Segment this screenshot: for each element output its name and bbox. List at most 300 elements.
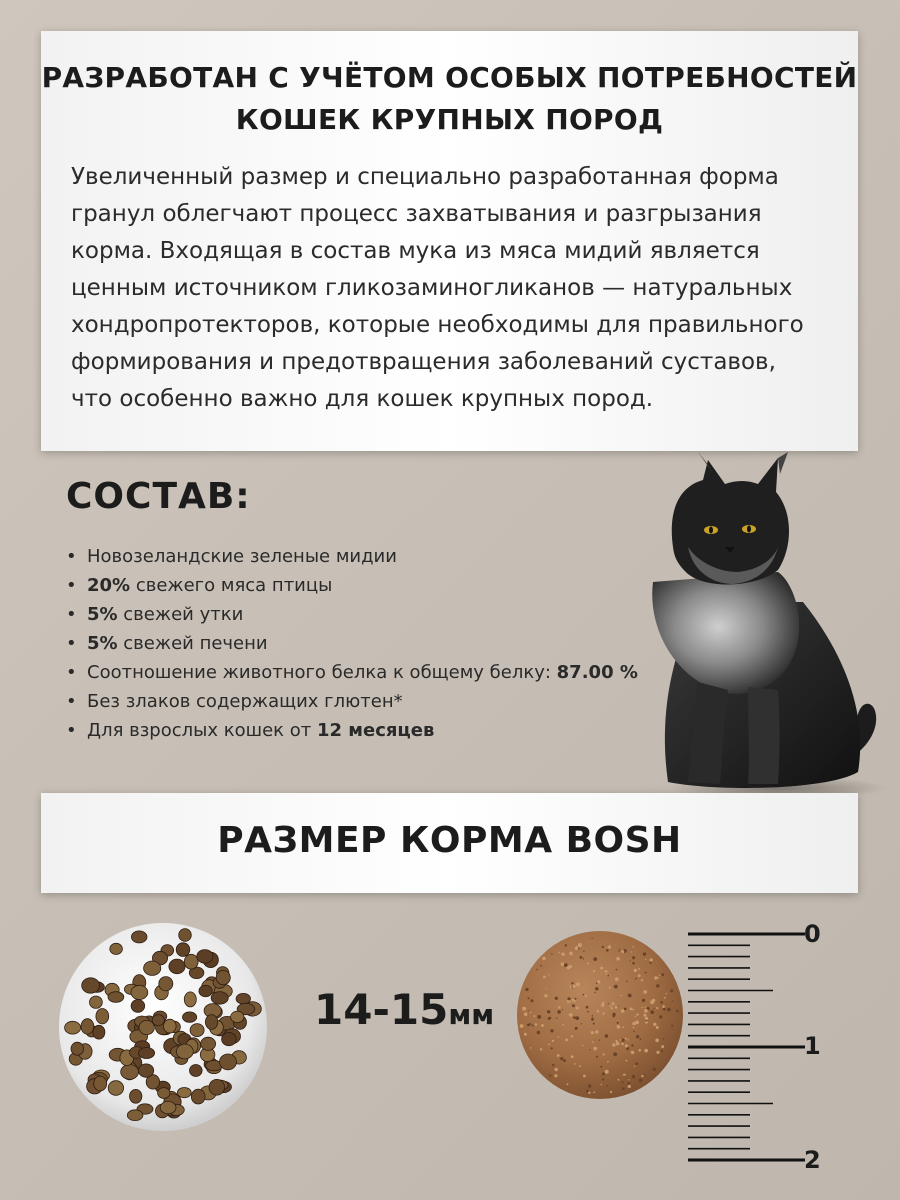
kibble-piece <box>71 1042 84 1055</box>
kibble-speck <box>549 1017 551 1019</box>
kibble-speck <box>565 944 567 946</box>
kibble-piece <box>209 1079 225 1095</box>
kibble-speck <box>655 1039 659 1043</box>
intro-title <box>41 57 858 141</box>
kibble-speck <box>592 1015 594 1017</box>
ruler-label-1: 1 <box>804 1032 821 1060</box>
kibble-speck <box>616 1042 620 1046</box>
kibble-speck <box>579 1065 581 1067</box>
kibble-speck <box>551 954 552 955</box>
kibble-speck <box>575 998 577 1000</box>
kibble-speck <box>565 1039 568 1042</box>
kibble-speck <box>659 1015 662 1018</box>
kibble-piece <box>184 954 198 969</box>
kibble-speck <box>587 963 589 965</box>
kibble-speck <box>599 1040 600 1041</box>
kibble-speck <box>593 1047 597 1051</box>
size-card <box>41 793 858 893</box>
kibble-speck <box>636 1013 638 1015</box>
list-item: • 5% свежей утки <box>66 600 638 629</box>
kibble-speck <box>522 1007 526 1011</box>
kibble-speck <box>593 970 595 972</box>
kibble-speck <box>561 962 565 966</box>
kibble-speck <box>650 958 653 961</box>
kibble-speck <box>672 1000 673 1001</box>
kibble-speck <box>643 990 647 994</box>
kibble-speck <box>593 1092 595 1094</box>
kibble-speck <box>633 1009 635 1011</box>
kibble-speck <box>630 960 631 961</box>
kibble-speck <box>612 1013 615 1016</box>
kibble-speck <box>615 1006 618 1009</box>
kibble-speck <box>593 957 597 961</box>
kibble-speck <box>621 950 624 953</box>
kibble-piece <box>82 978 100 993</box>
kibble-piece <box>197 950 213 964</box>
kibble-speck <box>600 967 603 970</box>
kibble-piece <box>222 1033 237 1046</box>
kibble-piece <box>183 1012 197 1022</box>
kibble-speck <box>537 1015 541 1019</box>
kibble-speck <box>597 980 600 983</box>
kibble-speck <box>569 965 572 968</box>
kibble-speck <box>597 1010 600 1013</box>
kibble-piece <box>81 1019 94 1034</box>
kibble-speck <box>659 975 660 976</box>
kibble-speck <box>667 1008 671 1012</box>
cat-image <box>628 452 890 800</box>
kibble-speck <box>585 995 587 997</box>
kibble-speck <box>528 997 530 999</box>
kibble-speck <box>636 1062 639 1065</box>
kibble-speck <box>633 1031 635 1033</box>
kibble-speck <box>652 999 655 1002</box>
kibble-speck <box>621 1009 625 1013</box>
kibble-speck <box>644 1075 646 1077</box>
kibble-speck <box>653 1008 654 1009</box>
kibble-speck <box>571 1035 573 1037</box>
kibble-piece <box>139 1064 154 1077</box>
composition-heading: СОСТАВ: <box>66 476 251 517</box>
kibble-speck <box>567 1083 569 1085</box>
kibble-speck <box>625 1044 628 1047</box>
kibble-speck <box>627 1039 629 1041</box>
intro-title-line: КОШЕК КРУПНЫХ ПОРОД <box>235 103 664 136</box>
kibble-speck <box>548 1044 550 1046</box>
kibble-speck <box>643 1014 646 1017</box>
kibble-speck <box>631 1044 633 1046</box>
ruler-label-2: 2 <box>804 1146 821 1174</box>
kibble-speck <box>631 1051 634 1054</box>
kibble-speck <box>580 956 583 959</box>
kibble-speck <box>661 1050 663 1052</box>
kibble-speck <box>618 951 619 952</box>
kibble-speck <box>627 1082 630 1085</box>
kibble-speck <box>541 1024 544 1027</box>
size-value <box>314 985 494 1034</box>
kibble-speck <box>645 1006 646 1007</box>
kibble-piece <box>110 943 123 954</box>
kibble-speck <box>554 1074 557 1077</box>
kibble-speck <box>555 1068 558 1071</box>
kibble-speck <box>645 972 647 974</box>
kibble-speck <box>540 1048 542 1050</box>
kibble-speck <box>617 1025 621 1029</box>
intro-text-line: гранул облегчают процесс захватывания и разгрызания <box>71 201 762 227</box>
kibble-speck <box>643 952 646 955</box>
kibble-speck <box>620 1039 622 1041</box>
kibble-piece <box>90 996 103 1008</box>
kibble-speck <box>607 1085 609 1087</box>
kibble-speck <box>661 973 664 976</box>
bullet-icon: • <box>66 720 77 741</box>
list-item: • Для взрослых кошек от 12 месяцев <box>66 716 638 745</box>
kibble-speck <box>670 989 673 992</box>
kibble-speck <box>666 993 667 994</box>
kibble-speck <box>607 975 609 977</box>
kibble-speck <box>550 1029 553 1032</box>
kibble-piece <box>108 992 124 1003</box>
kibble-speck <box>632 1022 636 1026</box>
intro-text-line: что особенно важно для кошек крупных пород. <box>71 386 654 412</box>
kibble-speck <box>616 969 618 971</box>
kibble-piece <box>190 1024 204 1037</box>
kibble-speck <box>596 1056 598 1058</box>
kibble-piece <box>216 970 230 984</box>
kibble-speck <box>595 1030 598 1033</box>
kibble-speck <box>621 1038 624 1041</box>
kibble-speck <box>671 1025 673 1027</box>
kibble-speck <box>636 1035 639 1038</box>
kibble-speck <box>587 1011 589 1013</box>
kibble-speck <box>563 1059 566 1062</box>
kibble-piece <box>179 929 192 942</box>
kibble-speck <box>635 1016 636 1017</box>
kibble-piece <box>108 1081 123 1096</box>
kibble-speck <box>545 988 546 989</box>
kibble-piece <box>96 1009 109 1024</box>
kibble-speck <box>569 952 573 956</box>
kibble-speck <box>620 995 622 997</box>
kibble-speck <box>552 1064 554 1066</box>
kibble-speck <box>639 1079 643 1083</box>
bullet-icon: • <box>66 604 77 625</box>
kibble-speck <box>600 1066 602 1068</box>
kibble-speck <box>524 1012 528 1016</box>
kibble-speck <box>567 997 570 1000</box>
kibble-speck <box>583 958 584 959</box>
kibble-speck <box>630 1007 633 1010</box>
kibble-speck <box>624 1074 626 1076</box>
list-item: • Без злаков содержащих глютен* <box>66 687 638 716</box>
kibble-piece <box>159 977 173 991</box>
kibble-speck <box>537 1031 540 1034</box>
kibble-piece <box>176 1044 193 1059</box>
kibble-piece <box>160 1101 176 1113</box>
kibble-piece <box>190 1065 203 1077</box>
kibble-speck <box>592 1041 594 1043</box>
bullet-icon: • <box>66 691 77 712</box>
intro-title-line: РАЗРАБОТАН С УЧЁТОМ ОСОБЫХ ПОТРЕБНОСТЕЙ <box>41 61 858 94</box>
kibble-piece <box>138 1048 154 1059</box>
kibble-speck <box>589 1049 590 1050</box>
kibble-speck <box>615 977 619 981</box>
kibble-speck <box>621 1043 624 1046</box>
kibble-speck <box>641 1075 643 1077</box>
kibble-speck <box>555 997 558 1000</box>
size-ruler <box>680 920 840 1182</box>
list-item: • 5% свежей печени <box>66 629 638 658</box>
kibble-piece <box>131 1000 145 1013</box>
kibble-speck <box>628 1085 631 1088</box>
kibble-speck <box>558 1006 561 1009</box>
size-title: РАЗМЕР КОРМА BOSH <box>217 820 682 861</box>
kibble-speck <box>574 1000 576 1002</box>
intro-text-line: хондропротекторов, которые необходимы для правильного <box>71 312 804 338</box>
intro-card <box>41 31 858 451</box>
kibble-speck <box>602 1078 604 1080</box>
kibble-speck <box>653 1068 656 1071</box>
kibble-speck <box>576 1006 579 1009</box>
kibble-piece <box>236 993 250 1004</box>
kibble-speck <box>653 1023 656 1026</box>
kibble-speck <box>560 1057 563 1060</box>
kibble-speck <box>543 976 546 979</box>
kibble-speck <box>606 949 609 952</box>
kibble-speck <box>632 962 635 965</box>
kibble-speck <box>573 1016 576 1019</box>
kibble-piece <box>121 1065 139 1080</box>
list-item: • Соотношение животного белка к общему белку: 87.00 % <box>66 658 638 687</box>
kibble-speck <box>557 1010 561 1014</box>
kibble-piece <box>201 1037 216 1050</box>
kibble-speck <box>593 1023 595 1025</box>
kibble-speck <box>634 1066 635 1067</box>
kibble-speck <box>569 1013 573 1017</box>
kibble-piece <box>199 985 212 996</box>
kibble-speck <box>592 938 593 939</box>
size-unit: мм <box>448 998 495 1031</box>
kibble-piece <box>139 1020 154 1034</box>
kibble-speck <box>547 1010 550 1013</box>
kibble-speck <box>575 1028 577 1030</box>
kibble-speck <box>638 974 641 977</box>
kibble-speck <box>607 946 609 948</box>
kibble-speck <box>614 985 618 989</box>
kibble-speck <box>583 994 585 996</box>
kibble-speck <box>616 957 620 961</box>
kibble-speck <box>601 1004 604 1007</box>
kibble-piece <box>205 1015 217 1030</box>
kibble-speck <box>626 981 628 983</box>
kibble-speck <box>548 974 550 976</box>
kibble-speck <box>628 1079 629 1080</box>
kibble-piece <box>127 1110 143 1121</box>
kibble-speck <box>562 1024 564 1026</box>
kibble-speck <box>561 953 564 956</box>
kibble-speck <box>574 1063 576 1065</box>
kibble-speck <box>557 1054 560 1057</box>
kibble-speck <box>638 968 640 970</box>
kibble-speck <box>617 1022 619 1024</box>
kibble-speck <box>632 1075 635 1078</box>
kibble-speck <box>557 1036 559 1038</box>
kibble-piece <box>65 1021 81 1034</box>
kibble-piece <box>131 985 148 999</box>
kibble-piece <box>220 1054 237 1070</box>
kibble-speck <box>619 949 620 950</box>
kibble-speck <box>586 1006 589 1009</box>
kibble-bowl-image <box>58 922 268 1132</box>
kibble-piece <box>93 1025 105 1039</box>
kibble-speck <box>640 1038 642 1040</box>
kibble-speck <box>644 1009 648 1013</box>
kibble-piece <box>177 1088 191 1098</box>
kibble-piece <box>211 992 228 1005</box>
kibble-speck <box>591 1031 594 1034</box>
kibble-speck <box>581 1023 582 1024</box>
kibble-speck <box>533 1015 535 1017</box>
size-number: 14-15 <box>314 985 449 1034</box>
kibble-speck <box>626 1047 629 1050</box>
kibble-speck <box>551 1047 553 1049</box>
kibble-speck <box>591 1018 594 1021</box>
kibble-speck <box>612 1043 615 1046</box>
kibble-speck <box>524 1033 527 1036</box>
kibble-speck <box>608 1003 609 1004</box>
kibble-speck <box>650 1010 654 1014</box>
kibble-speck <box>638 1049 641 1052</box>
kibble-speck <box>536 969 538 971</box>
kibble-speck <box>572 1004 575 1007</box>
kibble-piece <box>164 1019 177 1033</box>
kibble-speck <box>656 984 659 987</box>
kibble-speck <box>609 987 611 989</box>
kibble-speck <box>575 946 579 950</box>
intro-text-line: корма. Входящая в состав мука из мяса мидий является <box>71 238 760 264</box>
kibble-speck <box>660 1001 663 1004</box>
kibble-piece <box>130 1089 142 1103</box>
kibble-speck <box>646 1020 648 1022</box>
kibble-speck <box>610 1091 612 1093</box>
kibble-speck <box>520 1024 524 1028</box>
kibble-speck <box>635 978 637 980</box>
ruler-ticks <box>680 920 805 1182</box>
kibble-speck <box>562 1009 563 1010</box>
kibble-speck <box>618 1079 620 1081</box>
bullet-icon: • <box>66 662 77 683</box>
kibble-speck <box>577 994 578 995</box>
kibble-speck <box>578 943 582 947</box>
composition-list <box>66 542 638 745</box>
list-item: • Новозеландские зеленые мидии <box>66 542 638 571</box>
kibble-closeup-image <box>515 930 685 1100</box>
kibble-speck <box>576 982 580 986</box>
kibble-speck <box>625 1038 627 1040</box>
kibble-piece <box>176 943 190 957</box>
kibble-speck <box>649 962 651 964</box>
kibble-speck <box>575 1016 579 1020</box>
kibble-speck <box>656 1007 658 1009</box>
kibble-speck <box>645 959 646 960</box>
kibble-speck <box>644 1049 648 1053</box>
kibble-speck <box>610 1005 612 1007</box>
kibble-speck <box>641 979 643 981</box>
kibble-piece <box>169 959 185 974</box>
kibble-speck <box>642 999 645 1002</box>
intro-text-line: ценным источником гликозаминогликанов — натуральных <box>71 275 793 301</box>
kibble-speck <box>583 951 584 952</box>
kibble-speck <box>530 999 533 1002</box>
kibble-piece <box>191 1089 205 1104</box>
kibble-speck <box>532 1024 534 1026</box>
kibble-speck <box>656 1026 659 1029</box>
kibble-speck <box>626 1060 628 1062</box>
kibble-speck <box>632 956 635 959</box>
kibble-speck <box>529 1011 531 1013</box>
kibble-speck <box>622 1081 624 1083</box>
kibble-speck <box>641 1007 643 1009</box>
kibble-speck <box>552 1040 554 1042</box>
intro-text-line: Увеличенный размер и специально разработанная форма <box>71 164 779 190</box>
kibble-speck <box>634 969 637 972</box>
bullet-icon: • <box>66 575 77 596</box>
kibble-speck <box>633 1027 635 1029</box>
kibble-speck <box>628 994 632 998</box>
kibble-speck <box>676 1010 679 1013</box>
kibble-speck <box>530 1047 532 1049</box>
kibble-speck <box>656 1051 659 1054</box>
kibble-speck <box>605 970 608 973</box>
kibble-speck <box>633 946 635 948</box>
kibble-piece <box>131 931 147 943</box>
kibble-speck <box>661 1045 664 1048</box>
kibble-speck <box>658 977 660 979</box>
kibble-speck <box>571 1055 574 1058</box>
kibble-speck <box>549 1074 551 1076</box>
kibble-speck <box>606 974 607 975</box>
kibble-piece <box>158 1088 170 1099</box>
intro-description <box>71 159 841 418</box>
kibble-speck <box>612 1002 615 1005</box>
kibble-speck <box>535 1023 538 1026</box>
kibble-speck <box>583 1075 586 1078</box>
list-item: • 20% свежего мяса птицы <box>66 571 638 600</box>
kibble-speck <box>582 1045 584 1047</box>
kibble-speck <box>594 992 595 993</box>
kibble-piece <box>231 1011 244 1022</box>
kibble-speck <box>602 946 604 948</box>
kibble-speck <box>572 985 575 988</box>
kibble-piece <box>184 992 196 1007</box>
kibble-speck <box>602 1012 604 1014</box>
kibble-speck <box>617 1006 618 1007</box>
kibble-speck <box>588 1092 590 1094</box>
kibble-speck <box>571 982 573 984</box>
kibble-speck <box>556 1017 557 1018</box>
kibble-speck <box>542 957 546 961</box>
bullet-icon: • <box>66 546 77 567</box>
kibble-speck <box>605 1070 609 1074</box>
kibble-speck <box>654 976 657 979</box>
bullet-icon: • <box>66 633 77 654</box>
intro-text-line: формирования и предотвращения заболеваний суставов, <box>71 349 776 375</box>
kibble-speck <box>540 965 542 967</box>
kibble-piece <box>144 961 161 975</box>
kibble-speck <box>645 1017 648 1020</box>
kibble-speck <box>595 987 598 990</box>
kibble-speck <box>613 1052 617 1056</box>
